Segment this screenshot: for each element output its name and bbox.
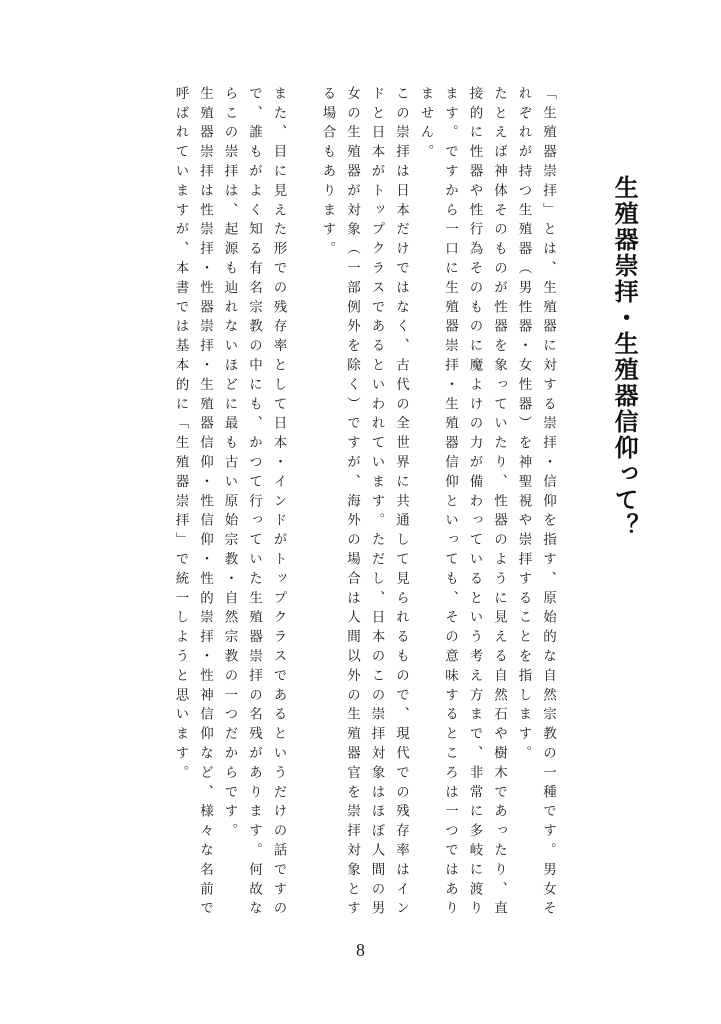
page-number: 8 bbox=[356, 940, 365, 960]
paragraph-2: たとえば神体そのものが性器を象っていたり、性器のように見える自然石や樹木であったり、直接的に性器や性行為そのものに魔よけの力が備わっているという考え方まで、非常に多岐に渡ります。ですから一口に生殖器崇拝・生殖器信仰といっても、その意味するところは一つではありません。 bbox=[417, 86, 507, 921]
body-text bbox=[100, 86, 560, 926]
paragraph-1: 「生殖器崇拝」とは、生殖器に対する崇拝・信仰を指す、原始的な自然宗教の一種です。男女それぞれが持つ生殖器（男性器・女性器）を神聖視や崇拝することを指します。 bbox=[515, 86, 556, 921]
page-title: 生殖器崇拝・生殖器信仰って？ bbox=[610, 175, 640, 539]
paragraph-5: 生殖器崇拝は性崇拝・性器崇拝・生殖器信仰・性信仰・性的崇拝・性神信仰など、様々な名前で呼ばれていますが、本書では基本的に「生殖器崇拝」で統一しようと思います。 bbox=[172, 86, 213, 921]
paragraph-4: また、目に見えた形での残存率として日本・インドがトップクラスであるというだけの話ですので、誰もがよく知る有名宗教の中にも、かつて行っていた生殖器崇拝の名残があります。何故ならこの崇拝は、起源も辿れないほどに最も古い原始宗教・自然宗教の一つだからです。 bbox=[221, 86, 287, 921]
paragraph-3: この崇拝は日本だけではなく、古代の全世界に共通して見られるもので、現代での残存率はインドと日本がトップクラスであるといわれています。ただし、日本のこの崇拝対象はほぼ人間の男女の生殖器が対象（一部例外を除く）ですが、海外の場合は人間以外の生殖器官を崇拝対象とする場合もあります。 bbox=[319, 86, 409, 921]
